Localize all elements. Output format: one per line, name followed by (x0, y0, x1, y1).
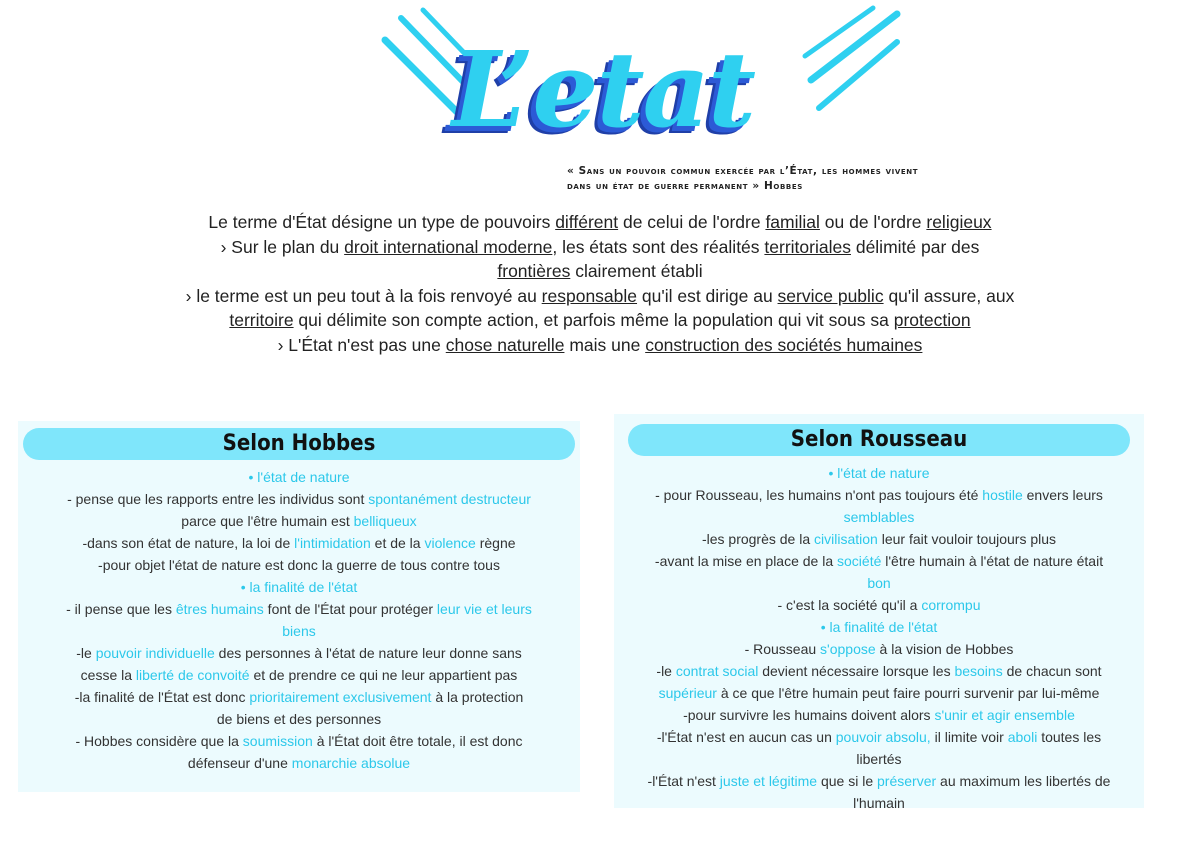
highlight: biens (282, 623, 316, 639)
paragraph (614, 726, 1144, 770)
underlined-term: territoire (229, 310, 294, 330)
highlight: monarchie absolue (291, 755, 411, 771)
text: qu'il est dirige au (637, 285, 778, 306)
text: défenseur d'une (187, 755, 292, 771)
text: devient nécessaire lorsque les (758, 663, 955, 679)
text: parce que l'être humain est (181, 513, 354, 529)
intro-line (90, 259, 1110, 284)
highlight: préserver (877, 773, 937, 789)
highlight: belliqueux (353, 513, 417, 529)
quote-line: dans un état de guerre permanent » Hobbes (567, 180, 803, 192)
text: à la protection (431, 689, 524, 705)
text: leur fait vouloir toujours plus (877, 531, 1057, 547)
highlight: violence (424, 535, 476, 551)
text: -le (76, 645, 96, 661)
text: de biens et des personnes (216, 711, 382, 727)
highlight: semblables (843, 509, 915, 525)
text: à l'État doit être totale, il est donc (312, 733, 523, 749)
underlined-term: protection (893, 310, 971, 330)
highlight: leur vie et leurs (436, 601, 532, 617)
text: -pour survivre les humains doivent alors (683, 707, 935, 723)
text: libertés (856, 751, 902, 767)
text: -avant la mise en place de la (654, 553, 838, 569)
text: › L'État n'est pas une (277, 334, 446, 355)
text: - Rousseau (744, 641, 821, 657)
text: qui délimite son compte action, et parfois même la population qui vit sous sa (293, 310, 894, 330)
intro-text (90, 210, 1110, 357)
highlight: prioritairement exclusivement (249, 689, 432, 705)
text: - il pense que les (66, 601, 176, 617)
text: -le (656, 663, 676, 679)
text: , les états sont des réalités (552, 236, 765, 257)
highlight: pouvoir individuelle (95, 645, 215, 661)
highlight: s'unir et agir ensemble (934, 707, 1075, 723)
highlight: hostile (982, 487, 1023, 503)
text: l'être humain à l'état de nature était (881, 553, 1104, 569)
text: -dans son état de nature, la loi de (82, 535, 295, 551)
text: - pour Rousseau, les humains n'ont pas toujours été (655, 487, 983, 503)
underlined-term: service public (777, 285, 884, 306)
intro-line (90, 284, 1110, 309)
highlight: juste et légitime (719, 773, 818, 789)
text: délimité par des (850, 236, 980, 257)
section-title (614, 616, 1144, 638)
highlight: pouvoir absolu, (835, 729, 931, 745)
text: l'humain (853, 795, 905, 811)
text: clairement établi (570, 261, 703, 281)
highlight: • l'état de nature (828, 465, 930, 481)
text: et de prendre ce qui ne leur appartient pas (249, 667, 518, 683)
section-title (18, 576, 580, 598)
intro-line (90, 235, 1110, 260)
paragraph (614, 594, 1144, 616)
paragraph (18, 686, 580, 730)
highlight: société (837, 553, 882, 569)
text: des personnes à l'état de nature leur donne sans (214, 645, 522, 661)
underlined-term: droit international moderne (344, 236, 553, 257)
highlight: aboli (1007, 729, 1038, 745)
text: règne (475, 535, 516, 551)
highlight: soumission (242, 733, 313, 749)
text: - pense que les rapports entre les individus sont (67, 491, 369, 507)
underlined-term: territoriales (764, 236, 851, 257)
highlight: bon (867, 575, 891, 591)
hobbes-heading: Selon Hobbes (23, 428, 575, 460)
section-title (614, 462, 1144, 484)
underlined-term: familial (765, 212, 820, 232)
highlight: besoins (954, 663, 1003, 679)
highlight: l'intimidation (294, 535, 371, 551)
underlined-term: responsable (541, 285, 638, 306)
page-title: L’etat (452, 28, 755, 151)
text: toutes les (1037, 729, 1102, 745)
highlight: • la finalité de l'état (240, 579, 358, 595)
text: -l'État n'est en aucun cas un (656, 729, 836, 745)
text: il limite voir (930, 729, 1008, 745)
text: qu'il assure, aux (883, 285, 1015, 306)
text: envers leurs (1022, 487, 1103, 503)
underlined-term: différent (555, 212, 619, 232)
paragraph (614, 528, 1144, 550)
highlight: contrat social (675, 663, 759, 679)
highlight: s'oppose (820, 641, 876, 657)
intro-line (90, 210, 1110, 235)
hobbes-panel (18, 421, 580, 792)
text: cesse la (80, 667, 136, 683)
hobbes-quote (567, 164, 1127, 194)
text: mais une (564, 334, 646, 355)
text: Le terme d'État désigne un type de pouvoirs (208, 212, 556, 232)
section-title (18, 466, 580, 488)
paragraph (18, 532, 580, 554)
text: - Hobbes considère que la (75, 733, 243, 749)
rousseau-panel (614, 414, 1144, 811)
decor-stroke (805, 8, 873, 56)
highlight: • la finalité de l'état (820, 619, 938, 635)
intro-line (90, 333, 1110, 358)
highlight: liberté de convoité (135, 667, 250, 683)
text: -la finalité de l'État est donc (74, 689, 250, 705)
text: de celui de l'ordre (618, 212, 766, 232)
text: que si le (817, 773, 878, 789)
highlight: spontanément destructeur (368, 491, 531, 507)
paragraph (18, 598, 580, 642)
underlined-term: chose naturelle (445, 334, 565, 355)
paragraph (614, 770, 1144, 814)
highlight: supérieur (658, 685, 717, 701)
text: › Sur le plan du (220, 236, 345, 257)
text: › le terme est un peu tout à la fois renvoyé au (185, 285, 542, 306)
highlight: corrompu (921, 597, 981, 613)
paragraph (18, 488, 580, 532)
text: - c'est la société qu'il a (777, 597, 922, 613)
paragraph (18, 642, 580, 686)
text: à la vision de Hobbes (875, 641, 1014, 657)
highlight: • l'état de nature (248, 469, 350, 485)
paragraph (614, 638, 1144, 660)
rousseau-heading: Selon Rousseau (628, 424, 1130, 456)
underlined-term: frontières (497, 261, 571, 281)
intro-line (90, 308, 1110, 333)
paragraph (614, 484, 1144, 528)
paragraph (614, 660, 1144, 704)
quote-line: « Sans un pouvoir commun exercée par l’État, les hommes vivent (567, 165, 919, 177)
paragraph (614, 550, 1144, 594)
paragraph (18, 730, 580, 774)
text: -l'État n'est (647, 773, 720, 789)
highlight: civilisation (814, 531, 878, 547)
underlined-term: religieux (926, 212, 992, 232)
text: -les progrès de la (701, 531, 815, 547)
text: à ce que l'être humain peut faire pourri survenir par lui-même (716, 685, 1100, 701)
paragraph (18, 554, 580, 576)
paragraph (614, 704, 1144, 726)
underlined-term: construction des sociétés humaines (645, 334, 923, 355)
text: et de la (370, 535, 425, 551)
text: de chacun sont (1002, 663, 1102, 679)
text: font de l'État pour protéger (263, 601, 437, 617)
highlight: êtres humains (175, 601, 264, 617)
text: -pour objet l'état de nature est donc la guerre de tous contre tous (98, 557, 500, 573)
decor-stroke (385, 40, 457, 112)
text: ou de l'ordre (819, 212, 927, 232)
text: au maximum les libertés de (936, 773, 1111, 789)
decor-stroke (819, 42, 897, 108)
